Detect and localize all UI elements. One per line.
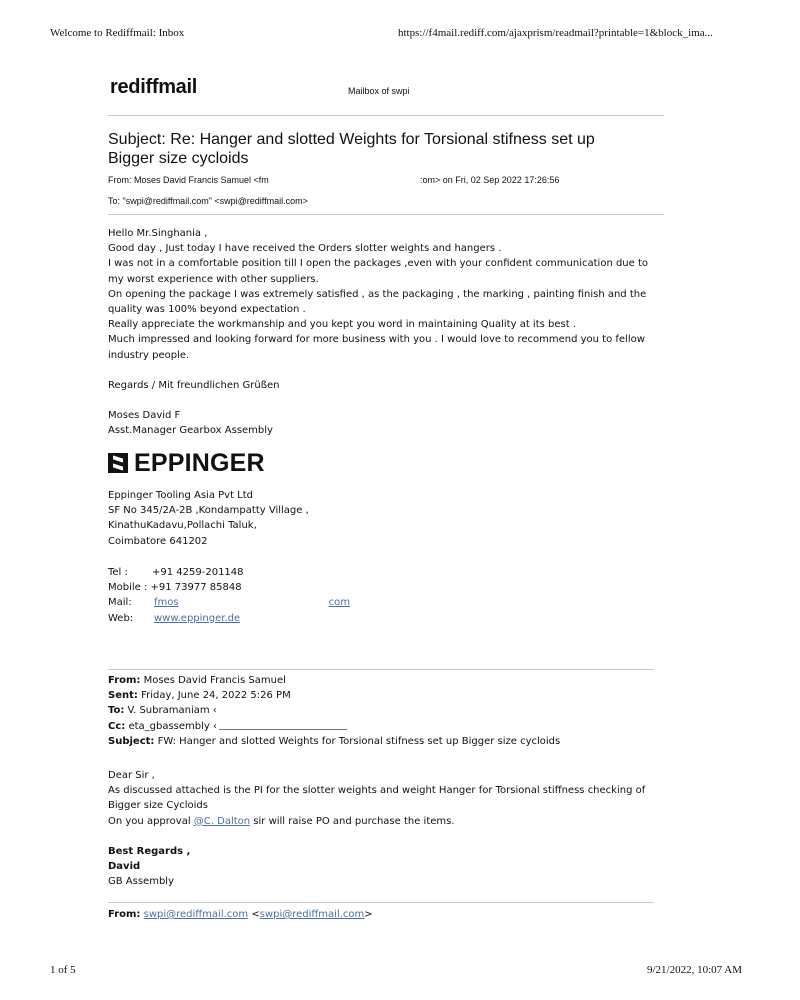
mail-label: Mail: bbox=[108, 597, 132, 609]
mention-link[interactable]: @C. Dalton bbox=[193, 815, 251, 827]
body-line: I was not in a comfortable position till I open the packages ,even with your confident communication due to my worst experience with other suppliers. bbox=[108, 258, 649, 285]
header-divider bbox=[108, 115, 664, 116]
eppinger-logo bbox=[108, 448, 265, 477]
rediffmail-logo: rediffmail bbox=[110, 76, 198, 98]
address-line: KinathuKadavu,Pollachi Taluk, bbox=[108, 520, 257, 532]
tel-label: Tel : bbox=[108, 567, 128, 578]
fw-sent: Sent: Friday, June 24, 2022 5:26 PM bbox=[108, 690, 291, 702]
from-sender: From: Moses David Francis Samuel <fm bbox=[108, 175, 269, 185]
mobile-line: Mobile : +91 73977 85848 bbox=[108, 582, 242, 594]
mail-link[interactable]: fmos com bbox=[154, 597, 350, 609]
subject-line-2: Bigger size cycloids bbox=[108, 150, 249, 167]
web-link[interactable]: www.eppinger.de bbox=[154, 612, 241, 624]
address-line: SF No 345/2A-2B ,Kondampatty Village , bbox=[108, 505, 309, 517]
address-line: Coimbatore 641202 bbox=[108, 535, 208, 547]
last-divider bbox=[108, 902, 654, 903]
body-line: Much impressed and looking forward for more business with you . I would love to recommend you to fellow industry people. bbox=[108, 334, 645, 361]
address-line: Eppinger Tooling Asia Pvt Ltd bbox=[108, 490, 254, 501]
fw-closing: Best Regards , bbox=[108, 846, 191, 857]
fw-salutation: Dear Sir , bbox=[108, 770, 155, 781]
print-header bbox=[50, 27, 730, 43]
message-subject bbox=[108, 130, 664, 168]
web-label: Web: bbox=[108, 612, 134, 624]
fw-line: As discussed attached is the PI for the slotter weights and weight Hanger for Torsional stiffness checking of Bigger size Cycloids bbox=[108, 785, 646, 812]
eppinger-logo-text: EPPINGER bbox=[134, 448, 265, 477]
forwarded-header bbox=[108, 673, 664, 749]
print-header-url: https://f4mail.rediff.com/ajaxprism/readmail?printable=1&block_ima... bbox=[398, 27, 713, 39]
message-to: To: "swpi@rediffmail.com" <swpi@rediffmail.com> bbox=[108, 196, 308, 206]
subject-line-1: Subject: Re: Hanger and slotted Weights for Torsional stifness set up bbox=[108, 131, 595, 148]
message-body bbox=[108, 226, 664, 438]
message-from bbox=[108, 175, 664, 185]
fw-closing-name: David bbox=[108, 861, 141, 873]
company-address bbox=[108, 488, 309, 549]
forward-divider bbox=[108, 669, 654, 670]
print-header-title: Welcome to Rediffmail: Inbox bbox=[50, 27, 185, 39]
fw-line: On you approval @C. Dalton sir will raise PO and purchase the items. bbox=[108, 815, 455, 827]
tel-value: +91 4259-201148 bbox=[152, 567, 244, 578]
body-line: Good day , Just today I have received the Orders slotter weights and hangers . bbox=[108, 243, 502, 255]
fw-from: From: Moses David Francis Samuel bbox=[108, 675, 286, 686]
greeting: Hello Mr.Singhania , bbox=[108, 228, 208, 239]
signature-title: Asst.Manager Gearbox Assembly bbox=[108, 425, 273, 437]
body-line: Really appreciate the workmanship and you kept you word in maintaining Quality at its best . bbox=[108, 319, 576, 331]
signature-name: Moses David F bbox=[108, 410, 181, 422]
fw-closing-team: GB Assembly bbox=[108, 876, 174, 888]
last-from: From: swpi@rediffmail.com <swpi@rediffmail.com> bbox=[108, 909, 373, 920]
forwarded-body bbox=[108, 768, 664, 829]
last-from-email-bracket-link[interactable]: swpi@rediffmail.com bbox=[259, 909, 365, 920]
print-footer bbox=[50, 964, 742, 978]
fw-cc: Cc: eta_gbassembly ‹ bbox=[108, 719, 664, 734]
last-from-email-link[interactable]: swpi@rediffmail.com bbox=[143, 909, 249, 920]
page-number: 1 of 5 bbox=[50, 964, 76, 976]
fw-to: To: V. Subramaniam ‹ bbox=[108, 705, 217, 717]
redacted-email bbox=[219, 722, 347, 730]
mailbox-label: Mailbox of swpi bbox=[348, 86, 410, 96]
forwarded-signature bbox=[108, 844, 190, 890]
body-line: On opening the package I was extremely satisfied , as the packaging , the marking , painting finish and the quality was 100% beyond expectation . bbox=[108, 288, 647, 316]
meta-divider bbox=[108, 214, 664, 215]
eppinger-mark-icon bbox=[108, 453, 128, 473]
print-datetime: 9/21/2022, 10:07 AM bbox=[646, 964, 742, 976]
from-date: :om> on Fri, 02 Sep 2022 17:26:56 bbox=[420, 175, 560, 185]
fw-subject: Subject: FW: Hanger and slotted Weights for Torsional stifness set up Bigger size cycloids bbox=[108, 735, 561, 747]
regards: Regards / Mit freundlichen Grüßen bbox=[108, 379, 280, 391]
